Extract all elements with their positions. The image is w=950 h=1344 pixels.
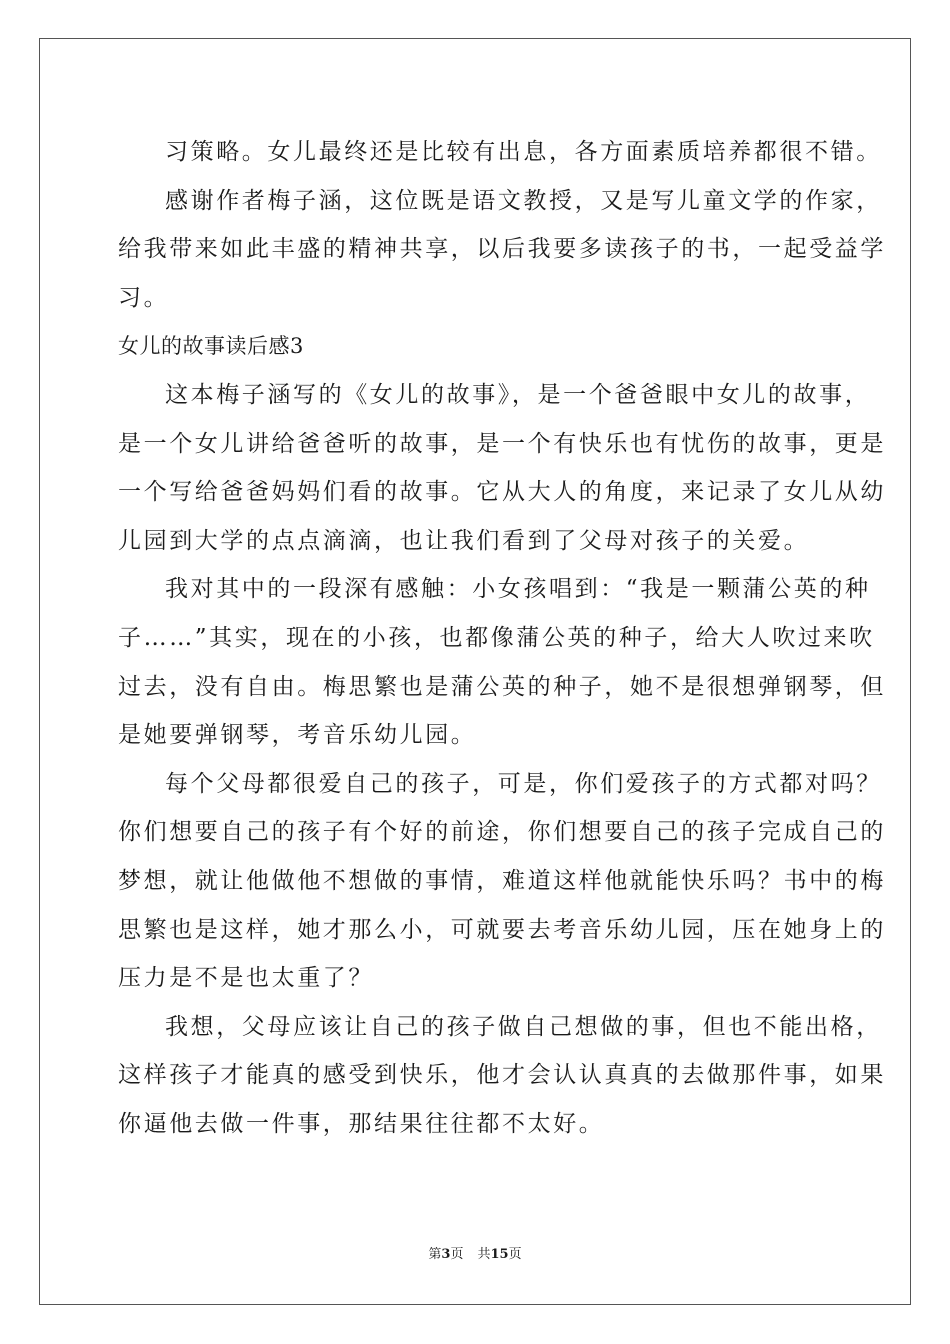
document-body [118, 128, 886, 1148]
paragraph-line: 思繁也是这样，她才那么小，可就要去考音乐幼儿园，压在她身上的 [118, 916, 886, 943]
paragraph-line: 压力是不是也太重了？ [118, 965, 374, 992]
section-heading: 女儿的故事读后感3 [118, 334, 304, 359]
paragraph-line: 一个写给爸爸妈妈们看的故事。它从大人的角度，来记录了女儿从幼 [118, 479, 886, 506]
paragraph-line: 过去，没有自由。梅思繁也是蒲公英的种子，她不是很想弹钢琴，但 [118, 673, 886, 700]
paragraph-line: 每个父母都很爱自己的孩子，可是，你们爱孩子的方式都对吗？ [165, 770, 882, 797]
page-footer [0, 1246, 950, 1264]
paragraph-line: 感谢作者梅子涵，这位既是语文教授，又是写儿童文学的作家， [165, 187, 882, 214]
paragraph-line: 习策略。女儿最终还是比较有出息，各方面素质培养都很不错。 [165, 139, 882, 165]
paragraph-line: 你逼他去做一件事，那结果往往都不太好。 [118, 1110, 605, 1137]
paragraph-line: 这样孩子才能真的感受到快乐，他才会认认真真的去做那件事，如果 [118, 1062, 886, 1089]
total-prefix: 共 [477, 1247, 491, 1262]
paragraph-line: 子……”其实，现在的小孩，也都像蒲公英的种子，给大人吹过来吹 [118, 624, 875, 651]
page-suffix: 页 [450, 1247, 464, 1262]
paragraph-line: 我对其中的一段深有感触：小女孩唱到：“我是一颗蒲公英的种 [165, 576, 871, 603]
paragraph-line: 习。 [118, 284, 170, 311]
paragraph-line: 儿园到大学的点点滴滴，也让我们看到了父母对孩子的关爱。 [118, 527, 810, 554]
page-current: 3 [441, 1247, 451, 1262]
paragraph-line: 是她要弹钢琴，考音乐幼儿园。 [118, 722, 477, 749]
total-suffix: 页 [508, 1247, 522, 1262]
paragraph-line: 给我带来如此丰盛的精神共享，以后我要多读孩子的书，一起受益学 [118, 236, 886, 263]
paragraph-line: 梦想，就让他做他不想做的事情，难道这样他就能快乐吗？书中的梅 [118, 867, 886, 894]
page-total: 15 [490, 1247, 509, 1262]
paragraph-line: 这本梅子涵写的《女儿的故事》，是一个爸爸眼中女儿的故事， [165, 381, 871, 408]
paragraph-line: 是一个女儿讲给爸爸听的故事，是一个有快乐也有忧伤的故事，更是 [118, 430, 886, 457]
paragraph-line: 我想，父母应该让自己的孩子做自己想做的事，但也不能出格， [165, 1013, 882, 1040]
page-prefix: 第 [428, 1247, 442, 1262]
paragraph-line: 你们想要自己的孩子有个好的前途，你们想要自己的孩子完成自己的 [118, 819, 886, 846]
